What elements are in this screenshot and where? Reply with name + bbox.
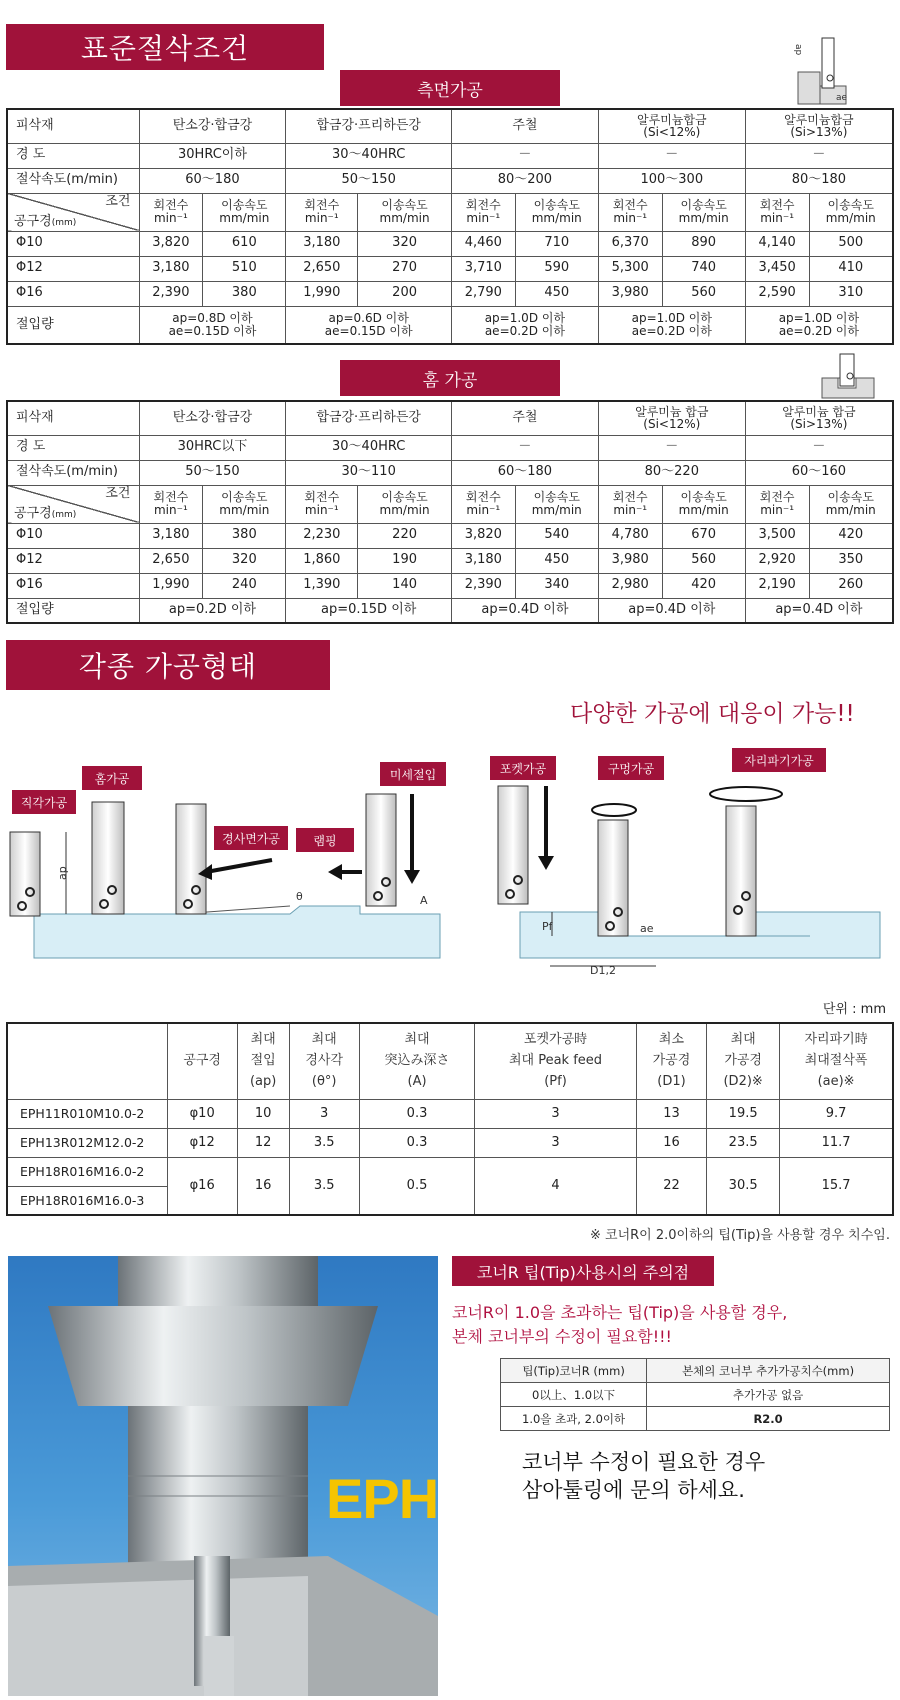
- spec-header-cell: 자리파기時 최대절삭폭 (ae)※: [780, 1023, 893, 1099]
- corner-r-cell: 0以上、1.0以下: [501, 1383, 647, 1407]
- rpm-header: 회전수 min⁻¹: [451, 193, 515, 231]
- rpm-cell: 1,860: [286, 548, 358, 573]
- rpm-cell: 2,650: [139, 548, 203, 573]
- rpm-cell: 2,390: [139, 281, 203, 306]
- material-cell: 탄소강·합금강: [139, 401, 286, 435]
- hardness-cell: －: [451, 143, 598, 168]
- rpm-cell: 1,390: [286, 573, 358, 598]
- tool-diameter-cell: Φ16: [7, 281, 139, 306]
- feed-cell: 540: [515, 523, 598, 548]
- speed-cell: 50～150: [139, 460, 286, 485]
- feed-header: 이송속도 mm/min: [358, 193, 452, 231]
- feed-cell: 260: [809, 573, 893, 598]
- feed-header: 이송속도 mm/min: [515, 193, 598, 231]
- tag-pocket: 포켓가공: [490, 756, 556, 780]
- product-photo: [8, 1256, 438, 1696]
- dim-ae-label: ae: [640, 922, 654, 935]
- rpm-cell: 6,370: [598, 231, 662, 256]
- feed-cell: 380: [203, 523, 286, 548]
- feed-cell: 410: [809, 256, 893, 281]
- feed-cell: 420: [662, 573, 745, 598]
- spec-header-cell: 최대 突込み深さ (A): [359, 1023, 474, 1099]
- speed-cell: 50～150: [286, 168, 452, 193]
- spec-cell: 0.3: [359, 1128, 474, 1157]
- speed-cell: 80～200: [451, 168, 598, 193]
- feed-cell: 710: [515, 231, 598, 256]
- table-row: [7, 256, 893, 281]
- table-row: [7, 231, 893, 256]
- feed-header: 이송속도 mm/min: [358, 485, 452, 523]
- feed-cell: 350: [809, 548, 893, 573]
- hardness-cell: －: [598, 143, 745, 168]
- spec-header-cell: 최대 가공경 (D2)※: [707, 1023, 780, 1099]
- rpm-cell: 1,990: [139, 573, 203, 598]
- feed-cell: 500: [809, 231, 893, 256]
- caution-title: 코너R 팁(Tip)사용시의 주의점: [452, 1256, 714, 1286]
- depth-cell: ap=0.4D 이하: [598, 598, 745, 623]
- feed-header: 이송속도 mm/min: [203, 193, 286, 231]
- feed-cell: 420: [809, 523, 893, 548]
- tag-groove: 홈가공: [82, 766, 142, 790]
- feed-cell: 510: [203, 256, 286, 281]
- unit-label: 단위 : mm: [822, 1002, 886, 1017]
- row-label-hardness: 경 도: [7, 143, 139, 168]
- material-cell: 탄소강·합금강: [139, 109, 286, 143]
- spec-header-cell: 공구경: [167, 1023, 237, 1099]
- dia-cell: φ12: [167, 1128, 237, 1157]
- model-cell: EPH11R010M10.0-2: [7, 1099, 167, 1128]
- condition-diagonal-header: 조건 공구경(mm): [7, 193, 139, 231]
- rpm-cell: 3,820: [139, 231, 203, 256]
- depth-cell: ap=1.0D 이하 ae=0.2D 이하: [598, 306, 745, 344]
- table-row: [7, 548, 893, 573]
- speed-cell: 60～180: [451, 460, 598, 485]
- tool-diameter-cell: Φ10: [7, 523, 139, 548]
- tool-diameter-cell: Φ12: [7, 256, 139, 281]
- spec-footnote: ※ 코너R이 2.0이하의 팁(Tip)을 사용할 경우 치수임.: [589, 1228, 890, 1243]
- material-cell: 알루미늄합금 (Si>13%): [745, 109, 893, 143]
- rpm-header: 회전수 min⁻¹: [745, 193, 809, 231]
- side-icon-ap-label: ap: [793, 44, 803, 56]
- rpm-cell: 2,980: [598, 573, 662, 598]
- section-title-standard-conditions: 표준절삭조건: [6, 24, 324, 70]
- spec-cell: 16: [237, 1157, 289, 1215]
- spec-cell: 0.5: [359, 1157, 474, 1215]
- material-cell: 합금강·프리하든강: [286, 109, 452, 143]
- rpm-cell: 4,140: [745, 231, 809, 256]
- hardness-cell: 30～40HRC: [286, 143, 452, 168]
- dim-a-label: A: [420, 894, 428, 907]
- model-cell: EPH18R016M16.0-2: [7, 1157, 167, 1186]
- groove-machining-table: [6, 400, 894, 624]
- depth-cell: ap=0.2D 이하: [139, 598, 286, 623]
- rpm-header: 회전수 min⁻¹: [139, 485, 203, 523]
- row-label-speed: 절삭속도(m/min): [7, 460, 139, 485]
- hardness-cell: －: [745, 143, 893, 168]
- spec-cell: 13: [636, 1099, 706, 1128]
- rpm-cell: 1,990: [286, 281, 358, 306]
- rpm-header: 회전수 min⁻¹: [745, 485, 809, 523]
- contact-line-2: 삼아툴링에 문의 하세요.: [522, 1478, 745, 1502]
- spec-cell: 3.5: [289, 1157, 359, 1215]
- feed-cell: 340: [515, 573, 598, 598]
- feed-cell: 240: [203, 573, 286, 598]
- spec-cell: 22: [636, 1157, 706, 1215]
- groove-milling-icon: [820, 352, 876, 400]
- speed-cell: 60～180: [139, 168, 286, 193]
- rpm-cell: 5,300: [598, 256, 662, 281]
- spec-cell: 4: [475, 1157, 637, 1215]
- table-row: [7, 523, 893, 548]
- rpm-cell: 2,230: [286, 523, 358, 548]
- section-title-machining-types: 각종 가공형태: [6, 640, 330, 690]
- rpm-cell: 2,650: [286, 256, 358, 281]
- feed-cell: 220: [358, 523, 452, 548]
- dim-d12-label: D1,2: [590, 964, 616, 977]
- hardness-cell: 30～40HRC: [286, 435, 452, 460]
- depth-cell: ap=1.0D 이하 ae=0.2D 이하: [745, 306, 893, 344]
- spec-cell: 16: [636, 1128, 706, 1157]
- rpm-cell: 2,790: [451, 281, 515, 306]
- eph-brand-text: EPH: [326, 1467, 438, 1530]
- contact-line-1: 코너부 수정이 필요한 경우: [522, 1450, 766, 1474]
- rpm-header: 회전수 min⁻¹: [139, 193, 203, 231]
- spec-header-cell: 최대 절입 (ap): [237, 1023, 289, 1099]
- material-cell: 알루미늄 합금 (Si<12%): [598, 401, 745, 435]
- dim-ap-label: ap: [56, 866, 69, 880]
- machining-types-diagram-right: [480, 760, 900, 980]
- depth-cell: ap=1.0D 이하 ae=0.2D 이하: [451, 306, 598, 344]
- spec-cell: 3: [475, 1128, 637, 1157]
- rpm-cell: 3,450: [745, 256, 809, 281]
- hardness-cell: －: [745, 435, 893, 460]
- tool-diameter-cell: Φ10: [7, 231, 139, 256]
- speed-cell: 60～160: [745, 460, 893, 485]
- rpm-cell: 3,980: [598, 281, 662, 306]
- hardness-cell: 30HRC이하: [139, 143, 286, 168]
- rpm-cell: 2,390: [451, 573, 515, 598]
- rpm-cell: 3,980: [598, 548, 662, 573]
- rpm-cell: 3,180: [451, 548, 515, 573]
- speed-cell: 80～220: [598, 460, 745, 485]
- spec-table: [6, 1022, 894, 1216]
- side-icon-ae-label: ae: [836, 93, 848, 103]
- feed-header: 이송속도 mm/min: [515, 485, 598, 523]
- table-row: [7, 1099, 893, 1128]
- dim-pf-label: Pf: [542, 920, 553, 933]
- feed-cell: 190: [358, 548, 452, 573]
- table-row: [7, 1128, 893, 1157]
- tool-diameter-cell: Φ12: [7, 548, 139, 573]
- rpm-cell: 3,180: [139, 523, 203, 548]
- tag-ramping: 램핑: [296, 828, 354, 852]
- feed-cell: 610: [203, 231, 286, 256]
- spec-cell: 10: [237, 1099, 289, 1128]
- rpm-header: 회전수 min⁻¹: [451, 485, 515, 523]
- rpm-cell: 2,590: [745, 281, 809, 306]
- feed-cell: 320: [203, 548, 286, 573]
- spec-cell: 0.3: [359, 1099, 474, 1128]
- tagline: 다양한 가공에 대응이 가능!!: [570, 701, 855, 727]
- spec-cell: 3: [289, 1099, 359, 1128]
- dia-cell: φ16: [167, 1157, 237, 1215]
- speed-cell: 100～300: [598, 168, 745, 193]
- spec-cell: 3.5: [289, 1128, 359, 1157]
- spec-cell: 11.7: [780, 1128, 893, 1157]
- spec-cell: 19.5: [707, 1099, 780, 1128]
- tag-counterbore: 자리파기가공: [732, 748, 826, 772]
- feed-cell: 670: [662, 523, 745, 548]
- caution-line-1: 코너R이 1.0을 초과하는 팁(Tip)을 사용할 경우,: [452, 1303, 788, 1322]
- tag-right-angle: 직각가공: [12, 790, 76, 814]
- speed-cell: 80～180: [745, 168, 893, 193]
- tool-diameter-cell: Φ16: [7, 573, 139, 598]
- corner-r-header: 본체의 코너부 추가가공치수(mm): [647, 1359, 890, 1383]
- row-label-hardness: 경 도: [7, 435, 139, 460]
- rpm-header: 회전수 min⁻¹: [598, 485, 662, 523]
- feed-cell: 890: [662, 231, 745, 256]
- spec-header-cell: 최대 경사각 (θ°): [289, 1023, 359, 1099]
- depth-cell: ap=0.4D 이하: [451, 598, 598, 623]
- rpm-cell: 2,190: [745, 573, 809, 598]
- feed-header: 이송속도 mm/min: [662, 193, 745, 231]
- condition-diagonal-header: 조건 공구경(mm): [7, 485, 139, 523]
- depth-cell: ap=0.8D 이하 ae=0.15D 이하: [139, 306, 286, 344]
- rpm-cell: 3,500: [745, 523, 809, 548]
- material-cell: 주철: [451, 109, 598, 143]
- material-cell: 알루미늄 합금 (Si>13%): [745, 401, 893, 435]
- rpm-cell: 3,180: [139, 256, 203, 281]
- hardness-cell: －: [598, 435, 745, 460]
- spec-header-cell: [7, 1023, 167, 1099]
- feed-header: 이송속도 mm/min: [203, 485, 286, 523]
- feed-cell: 560: [662, 548, 745, 573]
- spec-cell: 12: [237, 1128, 289, 1157]
- spec-cell: 3: [475, 1099, 637, 1128]
- spec-header-cell: 최소 가공경 (D1): [636, 1023, 706, 1099]
- side-milling-icon: [792, 28, 852, 108]
- row-label-depth: 절입량: [7, 598, 139, 623]
- spec-cell: 9.7: [780, 1099, 893, 1128]
- hardness-cell: －: [451, 435, 598, 460]
- speed-cell: 30～110: [286, 460, 452, 485]
- spec-cell: 23.5: [707, 1128, 780, 1157]
- side-machining-title: 측면가공: [340, 70, 560, 106]
- feed-cell: 380: [203, 281, 286, 306]
- row-label-material: 피삭재: [7, 109, 139, 143]
- tag-slope: 경사면가공: [214, 826, 288, 850]
- feed-header: 이송속도 mm/min: [662, 485, 745, 523]
- rpm-cell: 4,460: [451, 231, 515, 256]
- corner-r-table: [500, 1358, 890, 1431]
- spec-cell: 15.7: [780, 1157, 893, 1215]
- rpm-cell: 2,920: [745, 548, 809, 573]
- dim-theta-label: θ: [296, 890, 303, 903]
- material-cell: 알루미늄합금 (Si<12%): [598, 109, 745, 143]
- rpm-cell: 3,180: [286, 231, 358, 256]
- depth-cell: ap=0.15D 이하: [286, 598, 452, 623]
- rpm-cell: 4,780: [598, 523, 662, 548]
- feed-cell: 270: [358, 256, 452, 281]
- dia-cell: φ10: [167, 1099, 237, 1128]
- corner-r-cell: R2.0: [647, 1407, 890, 1431]
- rpm-cell: 3,710: [451, 256, 515, 281]
- spec-header-cell: 포켓가공時 최대 Peak feed (Pf): [475, 1023, 637, 1099]
- material-cell: 주철: [451, 401, 598, 435]
- rpm-header: 회전수 min⁻¹: [286, 485, 358, 523]
- feed-cell: 740: [662, 256, 745, 281]
- feed-cell: 310: [809, 281, 893, 306]
- rpm-cell: 3,820: [451, 523, 515, 548]
- table-row: [7, 281, 893, 306]
- material-cell: 합금강·프리하든강: [286, 401, 452, 435]
- feed-cell: 140: [358, 573, 452, 598]
- row-label-material: 피삭재: [7, 401, 139, 435]
- tag-fine-cut: 미세절입: [380, 762, 446, 786]
- spec-cell: 30.5: [707, 1157, 780, 1215]
- row-label-depth: 절입량: [7, 306, 139, 344]
- feed-cell: 450: [515, 548, 598, 573]
- tag-hole: 구멍가공: [598, 756, 664, 780]
- model-cell: EPH13R012M12.0-2: [7, 1128, 167, 1157]
- corner-r-cell: 추가가공 없음: [647, 1383, 890, 1407]
- feed-cell: 450: [515, 281, 598, 306]
- model-cell: EPH18R016M16.0-3: [7, 1186, 167, 1215]
- depth-cell: ap=0.4D 이하: [745, 598, 893, 623]
- table-row: [7, 573, 893, 598]
- feed-cell: 590: [515, 256, 598, 281]
- feed-cell: 320: [358, 231, 452, 256]
- rpm-header: 회전수 min⁻¹: [286, 193, 358, 231]
- corner-r-header: 팁(Tip)코너R (mm): [501, 1359, 647, 1383]
- feed-header: 이송속도 mm/min: [809, 193, 893, 231]
- hardness-cell: 30HRC以下: [139, 435, 286, 460]
- rpm-header: 회전수 min⁻¹: [598, 193, 662, 231]
- caution-line-2: 본체 코너부의 수정이 필요함!!!: [452, 1327, 672, 1346]
- side-machining-table: [6, 108, 894, 345]
- feed-cell: 560: [662, 281, 745, 306]
- row-label-speed: 절삭속도(m/min): [7, 168, 139, 193]
- groove-machining-title: 홈 가공: [340, 360, 560, 396]
- feed-cell: 200: [358, 281, 452, 306]
- corner-r-cell: 1.0을 초과, 2.0이하: [501, 1407, 647, 1431]
- depth-cell: ap=0.6D 이하 ae=0.15D 이하: [286, 306, 452, 344]
- feed-header: 이송속도 mm/min: [809, 485, 893, 523]
